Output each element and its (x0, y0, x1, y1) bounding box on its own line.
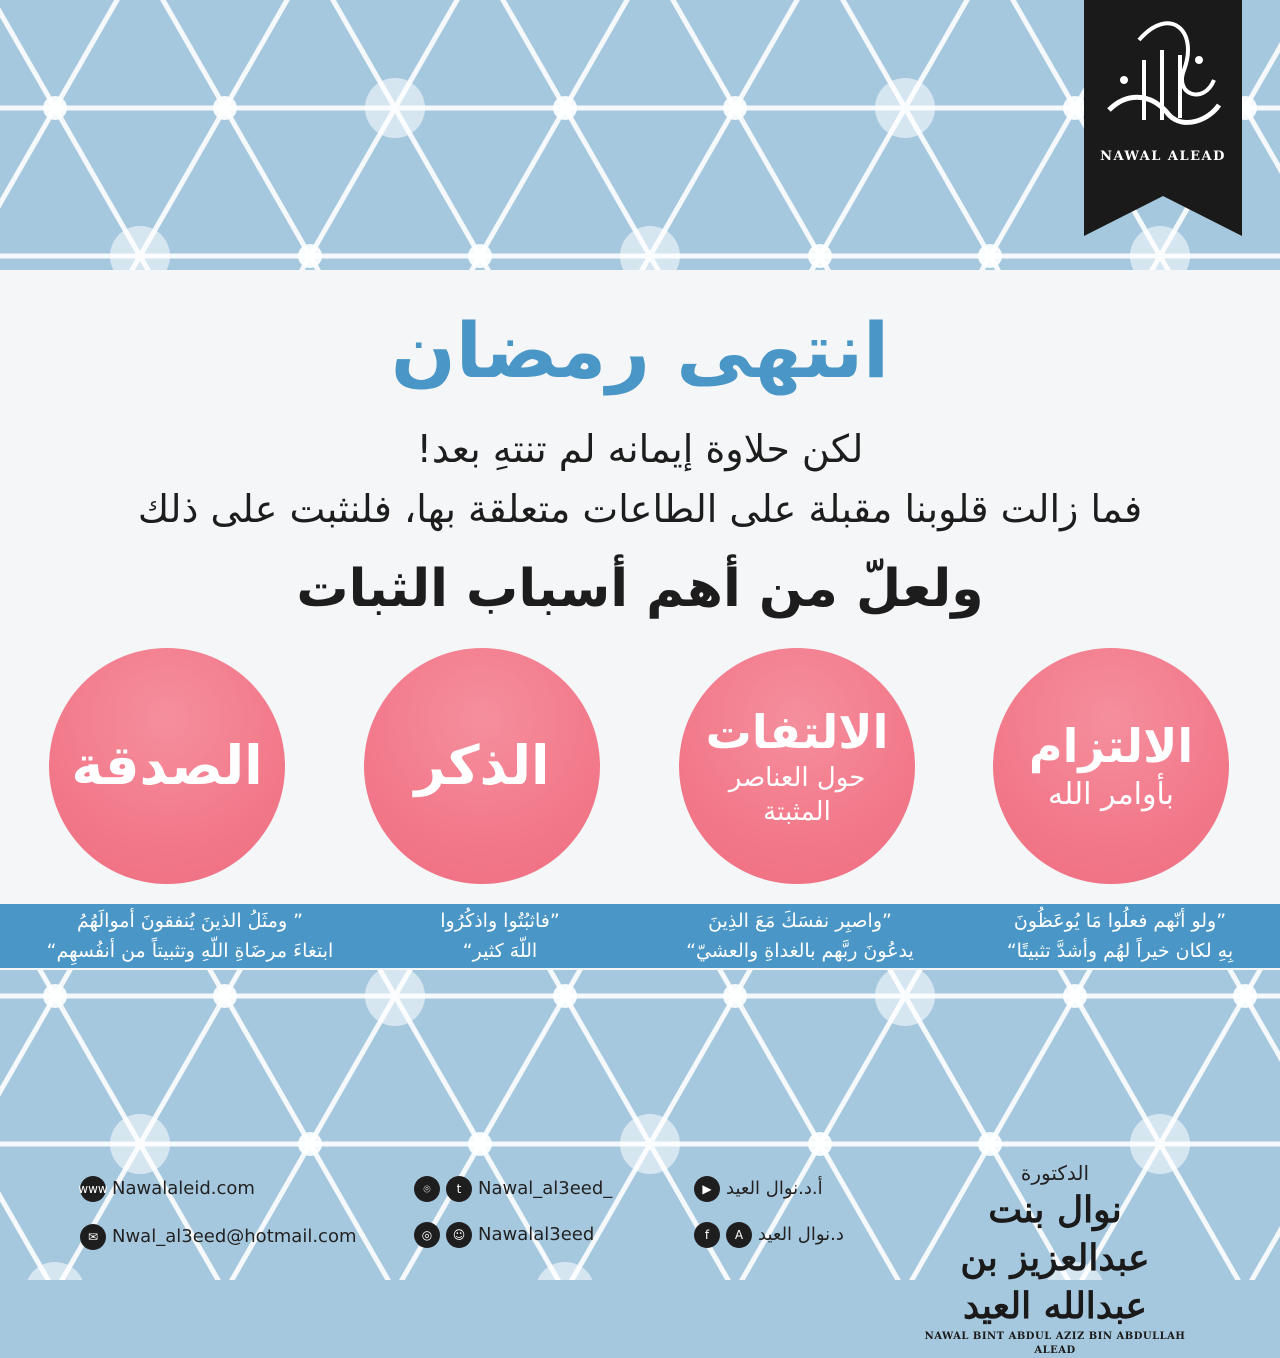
lattice-line (820, 1144, 905, 1280)
lattice-line (735, 108, 820, 256)
lattice-node (875, 78, 935, 138)
lattice-line (395, 1144, 480, 1280)
lattice-node (978, 1132, 1002, 1156)
logo-text: NAWAL ALEAD (1100, 149, 1226, 164)
lattice-line (140, 0, 225, 108)
contact-youtube[interactable] (694, 1176, 823, 1202)
lattice-line (480, 996, 565, 1144)
lattice-line (650, 0, 735, 108)
signature (920, 1160, 1190, 1358)
lattice-node (468, 1132, 492, 1156)
lattice-node (25, 1262, 85, 1280)
circle-attention-sub2: المثبتة (763, 797, 831, 827)
lattice-node (43, 984, 67, 1008)
lattice-line (55, 0, 140, 108)
quote-2 (640, 904, 960, 968)
lattice-node (553, 96, 577, 120)
lattice-node (213, 984, 237, 1008)
contact-website[interactable] (80, 1176, 255, 1202)
quote-2-line-2: يدعُونَ ربَّهم بالغداةِ والعشيّ“ (686, 940, 914, 962)
website-link[interactable]: Nawalaleid.com (112, 1178, 255, 1199)
lattice-line (735, 996, 820, 1144)
quote-4 (10, 904, 370, 968)
circle-commitment-title: الالتزام (1028, 719, 1194, 773)
facebook-name[interactable]: د.نوال العيد (758, 1224, 844, 1245)
instagram-icon: ◎ (414, 1222, 440, 1248)
youtube-name[interactable]: أ.د.نوال العيد (726, 1178, 823, 1199)
quote-1 (960, 904, 1280, 968)
youtube-icon: ▶ (694, 1176, 720, 1202)
quote-4-line-1: ” ومثَلُ الذينَ يُنفقونَ أموالَهُمُ (76, 910, 304, 932)
quote-3 (380, 904, 620, 968)
contact-facebook[interactable] (694, 1222, 844, 1248)
twitter-handle[interactable]: Nawal_al3eed_ (478, 1178, 613, 1199)
lattice-node (978, 244, 1002, 268)
quote-2-line-1: ”واصبِر نفسَكَ مَعَ الذِينَ (708, 910, 892, 932)
lattice-node (808, 244, 832, 268)
circle-remembrance-title: الذكر (414, 734, 550, 797)
lattice-node (723, 984, 747, 1008)
twitter-icon: t (446, 1176, 472, 1202)
lattice-node (875, 966, 935, 1026)
instagram-handle[interactable]: Nawalal3eed (478, 1224, 595, 1245)
facebook-icon: f (694, 1222, 720, 1248)
lattice-node (298, 1132, 322, 1156)
signature-title: الدكتورة (1020, 1161, 1090, 1185)
circle-attention-title: الالتفات (705, 705, 889, 759)
lattice-line (225, 996, 310, 1144)
lattice-node (468, 244, 492, 268)
appstore-icon: A (726, 1222, 752, 1248)
lattice-line (565, 0, 650, 108)
lattice-line (0, 996, 55, 1144)
signature-name: نوال بنت عبدالعزيز بن عبدالله العيد (960, 1189, 1150, 1327)
lattice-line (990, 0, 1075, 108)
page-title: انتهى رمضان (390, 306, 890, 395)
lattice-line (1245, 1144, 1280, 1280)
lattice-node (1233, 984, 1257, 1008)
lattice-line (480, 1144, 565, 1280)
subtitle-line-2: فما زالت قلوبنا مقبلة على الطاعات متعلقة بها، فلنثبت على ذلك (137, 487, 1143, 531)
subtitle-line-1: لكن حلاوة إيمانه لم تنتهِ بعد! (416, 427, 864, 471)
email-link[interactable]: Nwal_al3eed@hotmail.com (112, 1226, 357, 1247)
lattice-node (110, 1114, 170, 1174)
circle-attention-sub1: حول العناصر (728, 763, 866, 793)
lattice-line (225, 108, 310, 256)
lattice-line (310, 1144, 395, 1280)
logo-ribbon (1084, 0, 1242, 236)
lattice-line (225, 1144, 310, 1280)
snapchat-icon: ☺ (446, 1222, 472, 1248)
quote-4-line-2: ابتغاءَ مرضَاةِ اللّهِ وتثبيتاً من أنفُسهِم“ (46, 940, 334, 962)
lattice-node (723, 96, 747, 120)
lattice-line (480, 108, 565, 256)
lattice-line (0, 108, 55, 256)
quote-3-line-2: اللّهَ كثير“ (462, 940, 538, 962)
lattice-line (990, 108, 1075, 256)
circle-commitment-sub: بأوامر الله (1048, 777, 1174, 812)
mail-icon: ✉ (80, 1224, 106, 1250)
lattice-node (620, 1114, 680, 1174)
circle-remembrance (364, 648, 600, 884)
lattice-line (480, 0, 565, 108)
signature-english: NAWAL BINT ABDUL AZIZ BIN ABDULLAH ALEAD (924, 1331, 1186, 1356)
lattice-line (0, 0, 55, 108)
lattice-node (213, 96, 237, 120)
circle-charity-title: الصدقة (71, 734, 263, 797)
contact-twitter[interactable] (414, 1176, 612, 1202)
circle-commitment (993, 648, 1229, 884)
lattice-line (1245, 108, 1280, 256)
lattice-line (735, 0, 820, 108)
lattice-line (1245, 996, 1280, 1144)
quote-3-line-1: ”فاثبُتُوا واذكُرُوا (440, 910, 560, 932)
quote-1-line-2: بِهِ لكان خيراً لهُم وأشدَّ تثبيتًا“ (1006, 940, 1234, 962)
lattice-node (553, 984, 577, 1008)
lattice-node (298, 244, 322, 268)
lattice-node (535, 1262, 595, 1280)
lattice-line (225, 0, 310, 108)
contact-email[interactable] (80, 1224, 357, 1250)
quote-1-line-1: ”ولو أنّهم فعلُوا مَا يُوعَظُونَ (1013, 910, 1227, 932)
lattice-node (365, 966, 425, 1026)
lattice-node (43, 96, 67, 120)
circle-charity (49, 648, 285, 884)
lattice-line (735, 1144, 820, 1280)
lattice-line (990, 996, 1075, 1144)
lattice-node (1063, 984, 1087, 1008)
contact-instagram[interactable] (414, 1222, 594, 1248)
lattice-node (365, 78, 425, 138)
subtitle-line-3: ولعلّ من أهم أسباب الثبات (296, 559, 984, 619)
location-icon: ⌾ (414, 1176, 440, 1202)
lattice-line (1245, 0, 1280, 108)
www-icon: www (80, 1176, 106, 1202)
lattice-node (808, 1132, 832, 1156)
circle-attention (679, 648, 915, 884)
lattice-line (0, 1144, 55, 1280)
